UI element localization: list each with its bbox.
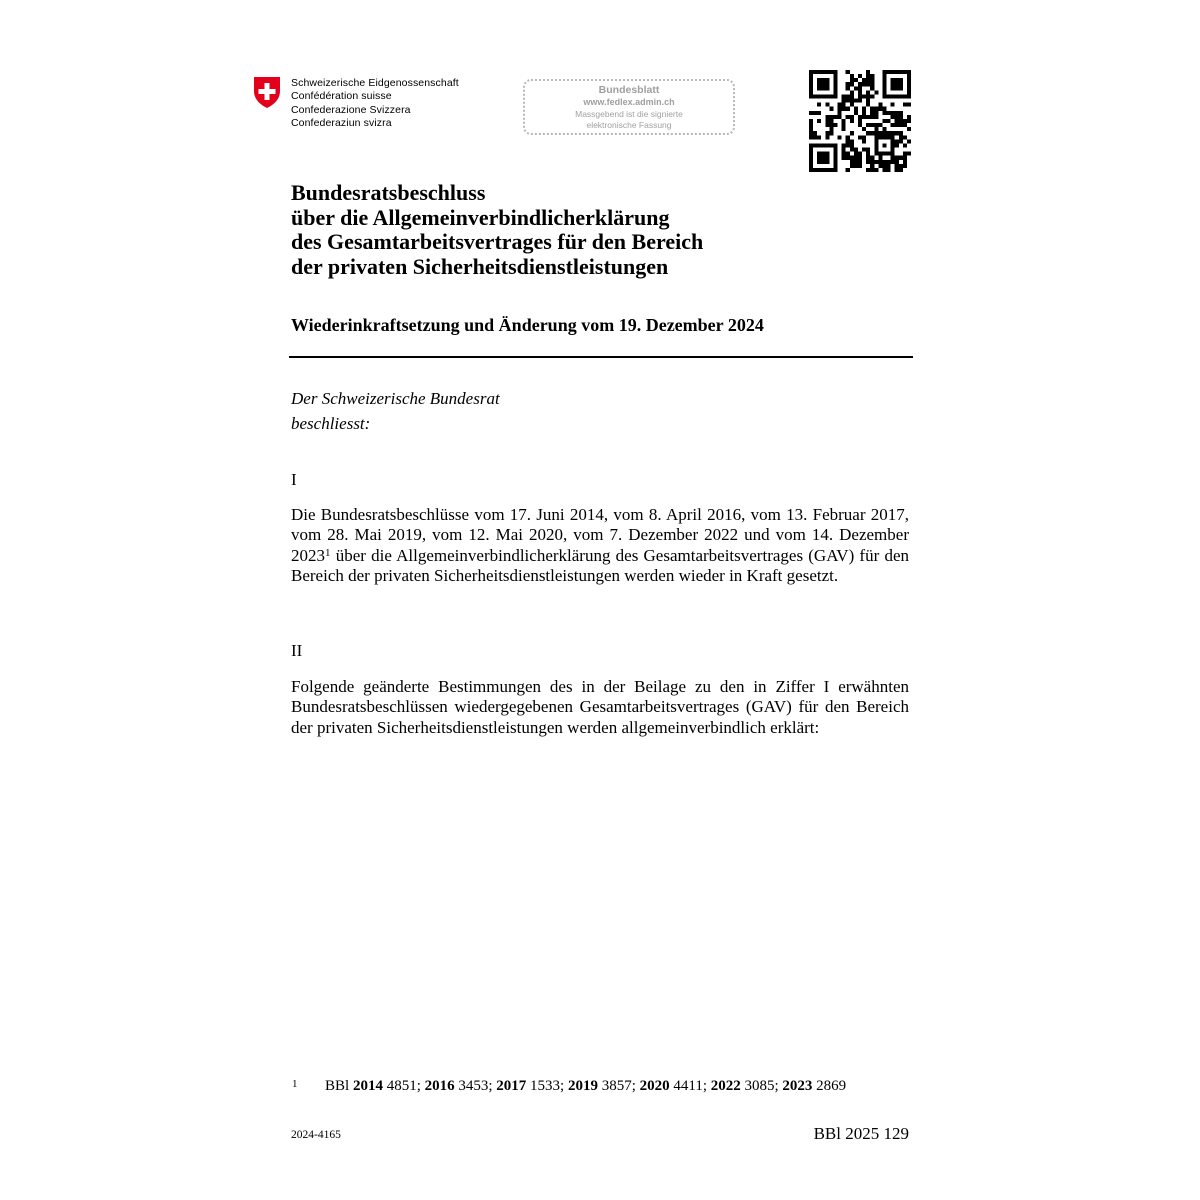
footnote-year: 2014 [352, 1078, 383, 1094]
swiss-cross-crest-icon [253, 76, 281, 109]
footnote-number: 1 [292, 1078, 298, 1090]
footnote-year: 2017 [496, 1078, 527, 1094]
section-number-2: II [291, 641, 303, 660]
section-2-paragraph: Folgende geänderte Bestimmungen des in der Beilage zu den in Ziffer I erwähnten Bundesratsbeschlüssen wiedergegebenen Gesamtarbeitsvertrages (GAV) für den Bereich der privaten Sicherheitsdienstleistungen werden allgemeinverbindlich erklärt: [291, 677, 909, 737]
bundesblatt-stamp [523, 79, 735, 135]
section-1-text-b: über die Allgemeinverbindlicherklärung des Gesamtarbeitsvertrages (GAV) für den Bereich der privaten Sicherheitsdienstleistungen werden wieder in Kraft gesetzt. [291, 545, 909, 586]
page-reference: BBl 2025 129 [813, 1124, 909, 1143]
footnote-page: 3085 [744, 1078, 775, 1094]
stamp-title: Bundesblatt [598, 84, 660, 96]
stamp-url: www.fedlex.admin.ch [583, 97, 675, 107]
footnote-page: 3453 [458, 1078, 489, 1094]
section-1-paragraph [291, 505, 909, 587]
footnote-page: 2869 [816, 1078, 847, 1094]
footnote-prefix: BBl [325, 1078, 350, 1094]
confederation-name-de: Schweizerische Eidgenossenschaft [291, 77, 459, 89]
title-line: über die Allgemeinverbindlicherklärung [291, 204, 670, 230]
footnote-year: 2022 [710, 1078, 741, 1094]
preamble-line2: beschliesst: [291, 414, 371, 433]
footnote-page: 3857 [601, 1078, 632, 1094]
footnote-page: 4851 [386, 1078, 417, 1094]
qr-code-icon [809, 70, 911, 172]
document-title [291, 181, 703, 279]
document-subtitle: Wiederinkraftsetzung und Änderung vom 19. Dezember 2024 [291, 315, 764, 335]
title-line: Bundesratsbeschluss [291, 180, 486, 205]
title-line: des Gesamtarbeitsvertrages für den Bereich [291, 229, 704, 254]
footnote-year: 2023 [782, 1078, 813, 1094]
confederation-names [291, 77, 459, 131]
confederation-name-rm: Confederaziun svizra [291, 117, 392, 130]
preamble [291, 386, 500, 436]
preamble-line1: Der Schweizerische Bundesrat [291, 389, 500, 408]
footnote-page: 4411 [673, 1078, 703, 1094]
footnote-reference[interactable]: 1 [325, 546, 331, 559]
stamp-note-line2: elektronische Fassung [586, 120, 672, 130]
footnote-page: 1533 [530, 1078, 561, 1094]
footnote-text: BBl 2014 4851; 2016 3453; 2017 1533; 2019 3857; 2020 4411; 2022 3085; 2023 2869 [325, 1078, 847, 1094]
footnote-year: 2019 [567, 1078, 598, 1094]
stamp-note-line1: Massgebend ist die signierte [575, 109, 683, 119]
footnote-year: 2016 [424, 1078, 455, 1094]
confederation-name-it: Confederazione Svizzera [291, 103, 411, 116]
footnote-year: 2020 [639, 1078, 670, 1094]
section-number-1: I [291, 470, 297, 489]
title-line: der privaten Sicherheitsdienstleistungen [291, 253, 669, 279]
confederation-name-fr: Confédération suisse [291, 90, 392, 103]
title-divider [289, 356, 913, 358]
crest-cross-horizontal [259, 89, 276, 94]
document-number: 2024-4165 [291, 1129, 341, 1141]
section-1-text-a: Die Bundesratsbeschlüsse vom 17. Juni 2014, vom 8. April 2016, vom 13. Februar 2017, vom 28. Mai 2019, vom 12. Mai 2020, vom 7. Dezember 2022 und vom 14. Dezember 2023 [291, 505, 909, 565]
